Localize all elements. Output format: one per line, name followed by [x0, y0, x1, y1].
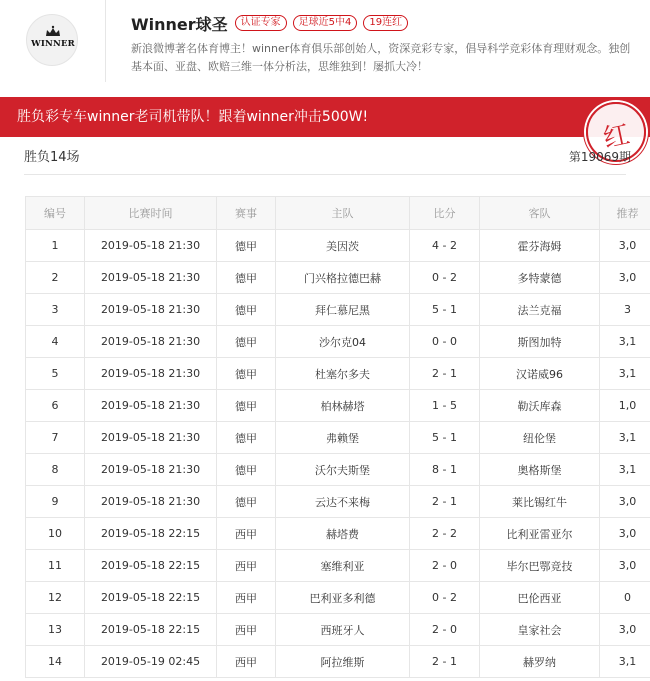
match-number: 3 — [26, 294, 85, 326]
match-time: 2019-05-18 21:30 — [85, 358, 217, 390]
match-number: 5 — [26, 358, 85, 390]
home-team: 沃尔夫斯堡 — [276, 454, 410, 486]
stamp-text: 红 — [600, 119, 633, 155]
match-league: 德甲 — [217, 486, 276, 518]
match-time: 2019-05-18 21:30 — [85, 390, 217, 422]
home-team: 柏林赫塔 — [276, 390, 410, 422]
table-row — [26, 614, 650, 646]
away-team: 纽伦堡 — [480, 422, 600, 454]
match-league: 西甲 — [217, 550, 276, 582]
home-team: 赫塔费 — [276, 518, 410, 550]
away-team: 赫罗纳 — [480, 646, 600, 678]
recommendation: 3,0 — [600, 614, 650, 646]
match-time: 2019-05-18 21:30 — [85, 262, 217, 294]
table-header-row — [26, 197, 650, 230]
promo-banner: 胜负彩专车winner老司机带队！跟着winner冲击500W! — [0, 97, 650, 137]
table-row — [26, 518, 650, 550]
recommendation: 1,0 — [600, 390, 650, 422]
col-header-pick: 推荐 — [600, 197, 650, 230]
col-header-time: 比赛时间 — [85, 197, 217, 230]
match-number: 13 — [26, 614, 85, 646]
match-league: 德甲 — [217, 358, 276, 390]
col-header-away: 客队 — [480, 197, 600, 230]
col-header-score: 比分 — [410, 197, 480, 230]
home-team: 塞维利亚 — [276, 550, 410, 582]
match-score: 0 - 2 — [410, 262, 480, 294]
match-number: 9 — [26, 486, 85, 518]
match-number: 1 — [26, 230, 85, 262]
expert-name[interactable]: Winner球圣 — [131, 14, 228, 34]
match-number: 11 — [26, 550, 85, 582]
recommendation: 3,1 — [600, 326, 650, 358]
home-team: 巴利亚多利德 — [276, 582, 410, 614]
recommendation: 3 — [600, 294, 650, 326]
home-team: 美因茨 — [276, 230, 410, 262]
match-league: 德甲 — [217, 326, 276, 358]
match-league: 德甲 — [217, 390, 276, 422]
match-league: 西甲 — [217, 614, 276, 646]
home-team: 西班牙人 — [276, 614, 410, 646]
away-team: 法兰克福 — [480, 294, 600, 326]
col-header-league: 赛事 — [217, 197, 276, 230]
recommendation: 0 — [600, 582, 650, 614]
streak-badge: 19连红 — [363, 15, 408, 31]
match-league: 西甲 — [217, 646, 276, 678]
match-time: 2019-05-18 21:30 — [85, 422, 217, 454]
away-team: 多特蒙德 — [480, 262, 600, 294]
away-team: 毕尔巴鄂竞技 — [480, 550, 600, 582]
match-table — [25, 196, 650, 678]
match-number: 14 — [26, 646, 85, 678]
match-time: 2019-05-18 21:30 — [85, 454, 217, 486]
avatar[interactable] — [26, 14, 78, 66]
match-league: 西甲 — [217, 582, 276, 614]
home-team: 杜塞尔多夫 — [276, 358, 410, 390]
match-time: 2019-05-19 02:45 — [85, 646, 217, 678]
match-league: 德甲 — [217, 262, 276, 294]
table-row — [26, 550, 650, 582]
match-league: 德甲 — [217, 422, 276, 454]
match-number: 8 — [26, 454, 85, 486]
recommendation: 3,1 — [600, 646, 650, 678]
table-row — [26, 422, 650, 454]
match-number: 10 — [26, 518, 85, 550]
away-team: 汉诺威96 — [480, 358, 600, 390]
home-team: 门兴格拉德巴赫 — [276, 262, 410, 294]
recommendation: 3,0 — [600, 262, 650, 294]
section-divider — [24, 174, 626, 175]
away-team: 比利亚雷亚尔 — [480, 518, 600, 550]
match-time: 2019-05-18 22:15 — [85, 550, 217, 582]
match-time: 2019-05-18 22:15 — [85, 614, 217, 646]
match-score: 0 - 0 — [410, 326, 480, 358]
match-score: 4 - 2 — [410, 230, 480, 262]
match-time: 2019-05-18 21:30 — [85, 486, 217, 518]
table-row — [26, 262, 650, 294]
lottery-title: 胜负14场 — [24, 150, 80, 165]
col-header-home: 主队 — [276, 197, 410, 230]
match-number: 7 — [26, 422, 85, 454]
match-score: 8 - 1 — [410, 454, 480, 486]
table-row — [26, 326, 650, 358]
match-number: 4 — [26, 326, 85, 358]
profile-name-row — [131, 12, 414, 34]
match-score: 2 - 0 — [410, 614, 480, 646]
match-league: 德甲 — [217, 294, 276, 326]
home-team: 拜仁慕尼黑 — [276, 294, 410, 326]
match-score: 2 - 1 — [410, 646, 480, 678]
home-team: 沙尔克04 — [276, 326, 410, 358]
match-score: 2 - 0 — [410, 550, 480, 582]
match-time: 2019-05-18 22:15 — [85, 582, 217, 614]
table-row — [26, 390, 650, 422]
col-header-number: 编号 — [26, 197, 85, 230]
away-team: 斯图加特 — [480, 326, 600, 358]
table-row — [26, 582, 650, 614]
avatar-logo-text: WINNER — [31, 39, 75, 49]
match-time: 2019-05-18 21:30 — [85, 326, 217, 358]
away-team: 勒沃库森 — [480, 390, 600, 422]
recommendation: 3,1 — [600, 422, 650, 454]
match-time: 2019-05-18 22:15 — [85, 518, 217, 550]
match-league: 德甲 — [217, 454, 276, 486]
match-time: 2019-05-18 21:30 — [85, 294, 217, 326]
match-score: 0 - 2 — [410, 582, 480, 614]
home-team: 弗赖堡 — [276, 422, 410, 454]
match-number: 2 — [26, 262, 85, 294]
table-row — [26, 454, 650, 486]
home-team: 阿拉维斯 — [276, 646, 410, 678]
match-score: 5 - 1 — [410, 422, 480, 454]
recommendation: 3,0 — [600, 230, 650, 262]
table-row — [26, 294, 650, 326]
match-score: 1 - 5 — [410, 390, 480, 422]
match-score: 2 - 1 — [410, 486, 480, 518]
match-score: 2 - 2 — [410, 518, 480, 550]
match-number: 12 — [26, 582, 85, 614]
recommendation: 3,0 — [600, 486, 650, 518]
table-row — [26, 230, 650, 262]
recent-record-badge: 足球近5中4 — [293, 15, 358, 31]
recommendation: 3,1 — [600, 454, 650, 486]
table-row — [26, 358, 650, 390]
recommendation: 3,0 — [600, 550, 650, 582]
table-row — [26, 646, 650, 678]
away-team: 莱比锡红牛 — [480, 486, 600, 518]
away-team: 巴伦西亚 — [480, 582, 600, 614]
match-league: 德甲 — [217, 230, 276, 262]
match-time: 2019-05-18 21:30 — [85, 230, 217, 262]
recommendation: 3,0 — [600, 518, 650, 550]
match-score: 5 - 1 — [410, 294, 480, 326]
table-row — [26, 486, 650, 518]
certified-expert-badge: 认证专家 — [235, 15, 287, 31]
away-team: 奥格斯堡 — [480, 454, 600, 486]
match-score: 2 - 1 — [410, 358, 480, 390]
home-team: 云达不来梅 — [276, 486, 410, 518]
match-number: 6 — [26, 390, 85, 422]
expert-profile — [0, 0, 650, 95]
expert-bio: 新浪微博著名体育博主！winner体育俱乐部创始人，资深竞彩专家，倡导科学竞彩体育理财观念。独创基本面、亚盘、欧赔三维一体分析法，思维独到！屡抓大冷！ — [131, 42, 631, 73]
issue-number: 第19069期 — [568, 150, 631, 164]
away-team: 皇家社会 — [480, 614, 600, 646]
match-league: 西甲 — [217, 518, 276, 550]
away-team: 霍芬海姆 — [480, 230, 600, 262]
recommendation: 3,1 — [600, 358, 650, 390]
profile-divider — [105, 0, 106, 82]
